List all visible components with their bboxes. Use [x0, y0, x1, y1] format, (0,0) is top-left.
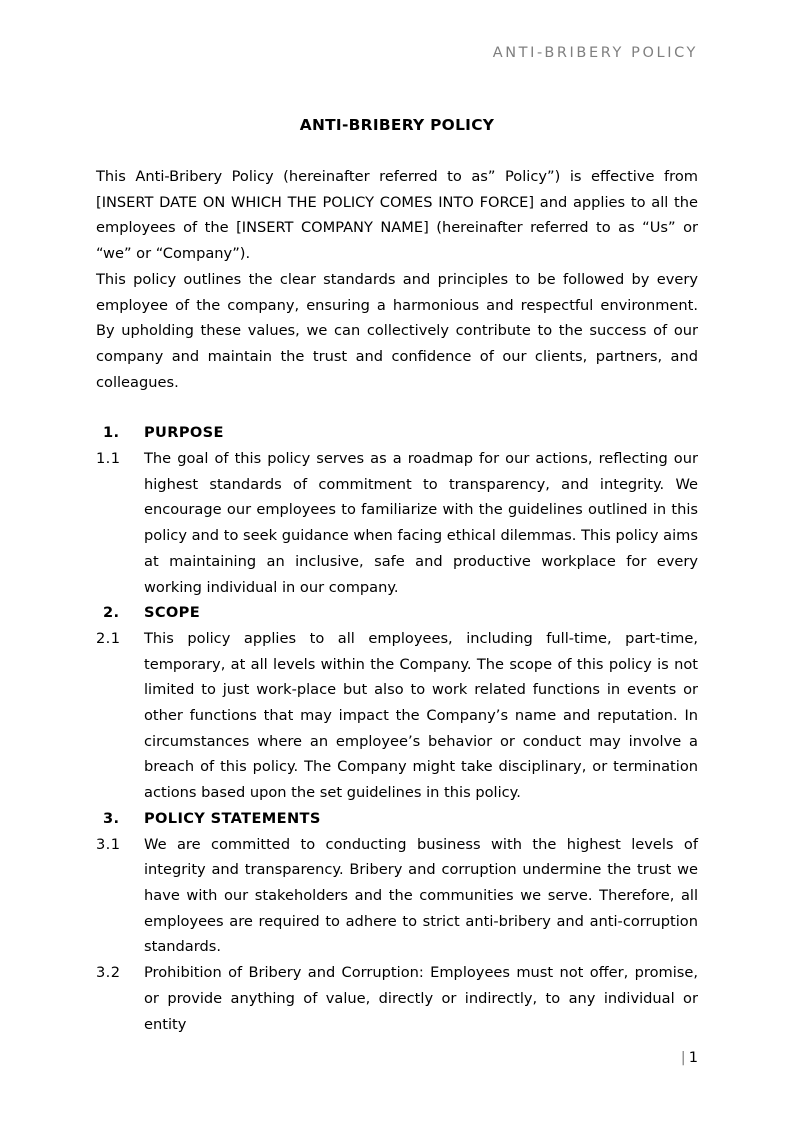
section-number: 3.	[103, 809, 120, 827]
section-number: 1.	[103, 424, 120, 442]
section-heading-scope	[96, 600, 698, 626]
page-title: ANTI-BRIBERY POLICY	[299, 116, 495, 134]
spacer	[96, 395, 698, 420]
clause-number: 1.1	[96, 450, 121, 468]
section-label: SCOPE	[144, 604, 201, 622]
clause-3-2	[96, 960, 698, 1037]
clause-text: We are committed to conducting business with the highest levels of integrity and transparency. Bribery and corruption undermine the trust we have with our stakeholders and the communities we serve. Therefore, all employees are required to adhere to strict anti-bribery and anti-corruption standards.	[144, 835, 698, 956]
running-header: ANTI-BRIBERY POLICY	[492, 45, 698, 61]
document-body	[96, 112, 698, 1037]
clause-text: This policy applies to all employees, including full-time, part-time, temporary, at all levels within the Company. The scope of this policy is not limited to just work-place but also to work related functions in events or other functions that may impact the Company’s name and reputation. In circumstances where an employee’s behavior or conduct may involve a breach of this policy. The Company might take disciplinary, or termination actions based upon the set guidelines in this policy.	[144, 629, 698, 802]
clause-3-1	[96, 832, 698, 961]
clause-text: Prohibition of Bribery and Corruption: Employees must not offer, promise, or provide anything of value, directly or indirectly, to any individual or entity	[144, 964, 698, 1033]
section-label: POLICY STATEMENTS	[144, 809, 321, 827]
clause-2-1	[96, 626, 698, 806]
clause-number: 3.2	[96, 964, 121, 982]
clause-number: 2.1	[96, 629, 121, 647]
intro-paragraph-2: This policy outlines the clear standards and principles to be followed by every employee of the company, ensuring a harmonious and respectful environment. By upholding these values, we can collectively contribute to the success of our company and maintain the trust and confidence of our clients, partners, and colleagues.	[96, 270, 698, 391]
clause-text: The goal of this policy serves as a roadmap for our actions, reflecting our highest standards of commitment to transparency, and integrity. We encourage our employees to familiarize with the guidelines outlined in this policy and to seek guidance when facing ethical dilemmas. This policy aims at maintaining an inclusive, safe and productive workplace for every working individual in our company.	[144, 450, 698, 596]
page-footer	[96, 1048, 698, 1068]
clause-1-1	[96, 446, 698, 600]
intro-paragraph-1: This Anti-Bribery Policy (hereinafter referred to as” Policy”) is effective from [INSERT DATE ON WHICH THE POLICY COMES INTO FORCE] and applies to all the employees of the [INSERT COMPANY NAME] (hereinafter referred to as “Us” or “we” or “Company”).	[96, 168, 698, 263]
section-heading-purpose	[96, 420, 698, 446]
page-number: 1	[688, 1049, 698, 1066]
section-number: 2.	[103, 604, 120, 622]
clause-number: 3.1	[96, 835, 121, 853]
section-label: PURPOSE	[144, 424, 224, 442]
section-heading-policy-statements	[96, 806, 698, 832]
footer-separator: |	[680, 1049, 686, 1066]
